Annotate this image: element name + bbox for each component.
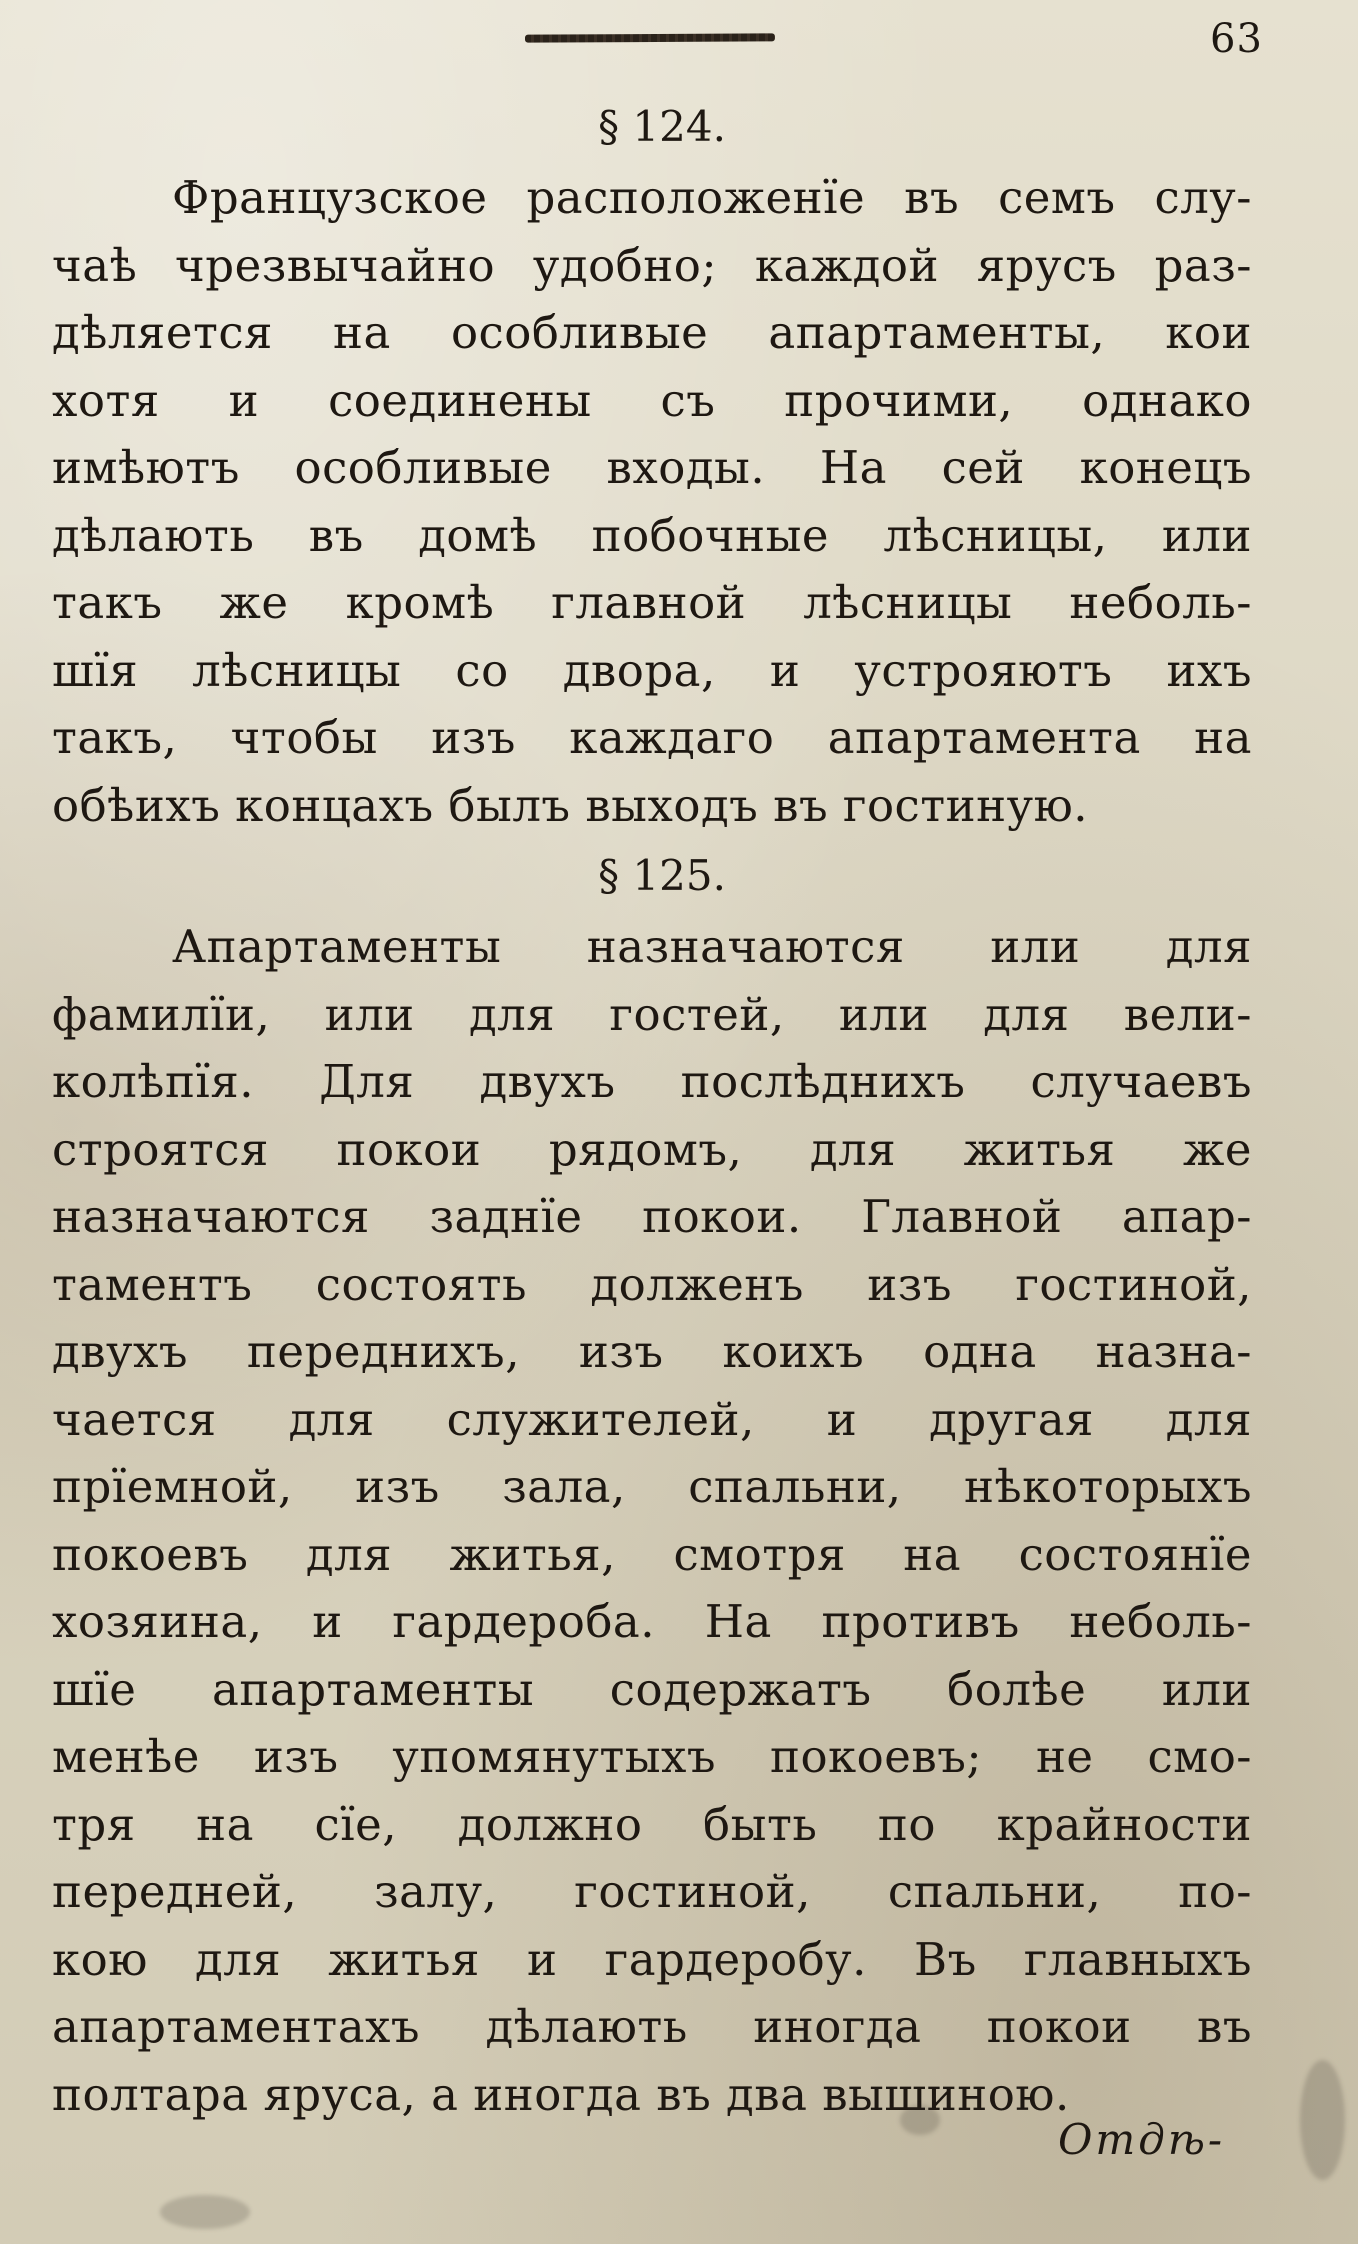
text-line: строятся покои рядомъ, для житья же (52, 1122, 1252, 1176)
text-line: передней, залу, гостиной, спальни, по- (52, 1865, 1252, 1918)
text-line: апартаментахъ дѣлають иногда покои въ (52, 2000, 1252, 2053)
text-line: менѣе изъ упомянутыхъ покоевъ; не смо- (52, 1730, 1252, 1783)
text-line: хотя и соединены съ прочими, однако (52, 373, 1252, 427)
text-line: чаѣ чрезвычайно удобно; каждой ярусъ раз- (52, 238, 1252, 292)
text-line: чается для служителей, и другая для (52, 1392, 1252, 1446)
text-line: обѣихъ концахъ былъ выходъ въ гостиную. (52, 778, 1089, 832)
text-line: фамилїи, или для гостей, или для вели- (52, 987, 1252, 1041)
text-line: таментъ состоять долженъ изъ гостиной, (52, 1257, 1252, 1311)
text-line: покоевъ для житья, смотря на состоянїе (52, 1527, 1252, 1581)
text-block (52, 90, 1252, 2128)
text-line: прїемной, изъ зала, спальни, нѣкоторыхъ (52, 1460, 1252, 1513)
text-line: двухъ переднихъ, изъ коихъ одна назна- (52, 1325, 1252, 1378)
catchword: Отдѣ- (1058, 2115, 1226, 2164)
text-line: хозяина, и гардероба. На противъ неболь- (52, 1595, 1252, 1648)
ink-smudge (900, 2105, 940, 2135)
paragraph (52, 164, 1252, 839)
ink-smudge (1300, 2060, 1345, 2180)
text-line: дѣлають въ домѣ побочные лѣсницы, или (52, 508, 1252, 562)
section-heading: § 124. (598, 102, 726, 151)
paragraph (52, 913, 1252, 2128)
text-line: имѣютъ особливые входы. На сей конецъ (52, 441, 1252, 494)
text-line: Апартаменты назначаются или для (172, 920, 1252, 973)
section-heading: § 125. (598, 851, 726, 900)
decorative-top-rule (525, 33, 775, 42)
text-line: такъ, чтобы изъ каждаго апартамента на (52, 711, 1252, 764)
text-line: тря на сїе, должно быть по крайности (52, 1797, 1252, 1851)
text-line: дѣляется на особливые апартаменты, кои (52, 306, 1252, 359)
page-number: 63 (1210, 16, 1263, 62)
ink-smudge (160, 2195, 250, 2229)
text-line: такъ же кромѣ главной лѣсницы неболь- (52, 576, 1252, 629)
text-line: назначаются заднїе покои. Главной апар- (52, 1190, 1252, 1243)
text-line: шїе апартаменты содержатъ болѣе или (52, 1662, 1252, 1716)
text-line: Французское расположенїе въ семъ слу- (172, 171, 1252, 224)
text-line: полтара яруса, а иногда въ два вышиною. (52, 2067, 1070, 2121)
text-line: кою для житья и гардеробу. Въ главныхъ (52, 1932, 1252, 1986)
text-line: колѣпїя. Для двухъ послѣднихъ случаевъ (52, 1055, 1252, 1108)
text-line: шїя лѣсницы со двора, и устрояютъ ихъ (52, 643, 1252, 697)
